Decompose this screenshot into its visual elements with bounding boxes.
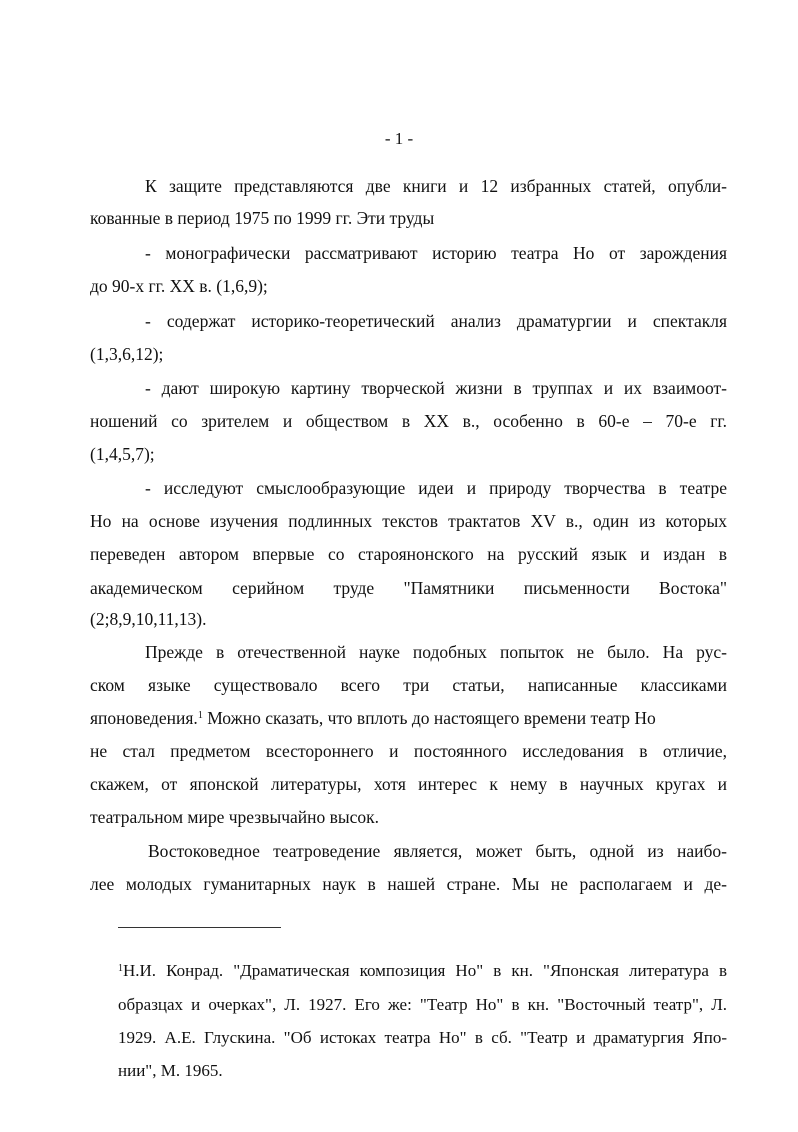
body-line: кованные в период 1975 по 1999 гг. Эти труды (90, 208, 435, 228)
footnote-ref: 1 (197, 710, 203, 721)
body-line: академическом серийном труде "Памятники письменности Востока" (90, 578, 727, 598)
footnote-line: нии", М. 1965. (118, 1061, 223, 1080)
body-line: (2;8,9,10,11,13). (90, 609, 207, 629)
page-number: - 1 - (384, 129, 414, 148)
body-line: переведен автором впервые со староянонского на русский язык и издан в (90, 544, 727, 564)
body-line: скажем, от японской литературы, хотя интерес к нему в научных кругах и (90, 774, 727, 794)
body-line: театральном мире чрезвычайно высок. (90, 807, 380, 827)
body-line: до 90-х гг. XX в. (1,6,9); (90, 276, 268, 296)
footnote-marker: 1 (118, 963, 123, 974)
body-line: Прежде в отечественной науке подобных попыток не было. На рус- (145, 642, 727, 662)
footnote-line: образцах и очерках", Л. 1927. Его же: "Театр Но" в кн. "Восточный театр", Л. (118, 995, 727, 1014)
body-line: - содержат историко-теоретический анализ драматургии и спектакля (145, 311, 727, 331)
body-line: Но на основе изучения подлинных текстов трактатов XV в., один из которых (90, 511, 727, 531)
body-line: ношений со зрителем и обществом в XX в., особенно в 60-е – 70-е гг. (90, 411, 727, 431)
body-line: (1,4,5,7); (90, 444, 155, 464)
body-line: лее молодых гуманитарных наук в нашей стране. Мы не располагаем и де- (90, 874, 727, 894)
body-line: Востоковедное театроведение является, может быть, одной из наибо- (148, 841, 727, 861)
body-line: - монографически рассматривают историю театра Но от зарождения (145, 243, 727, 263)
footnote-line: $^1$Н.И. Конрад. "Драматическая композиция Но" в кн. "Японская литература в (118, 961, 727, 980)
footnote-separator (118, 927, 281, 928)
body-line: ском языке существовало всего три статьи, написанные классиками (90, 675, 727, 695)
body-line: - исследуют смыслообразующие идеи и природу творчества в театре (145, 478, 727, 498)
body-line: - дают широкую картину творческой жизни в труппах и их взаимоот- (145, 378, 727, 398)
body-line: К защите представляются две книги и 12 избранных статей, опубли- (145, 176, 727, 196)
body-line: (1,3,6,12); (90, 344, 164, 364)
body-line: не стал предметом всестороннего и постоянного исследования в отличие, (90, 741, 727, 761)
footnote-line: 1929. А.Е. Глускина. "Об истоках театра Но" в сб. "Театр и драматургия Япо- (118, 1028, 727, 1047)
body-line: японоведения.$^1$ Можно сказать, что вплоть до настоящего времени театр Но (90, 708, 656, 728)
